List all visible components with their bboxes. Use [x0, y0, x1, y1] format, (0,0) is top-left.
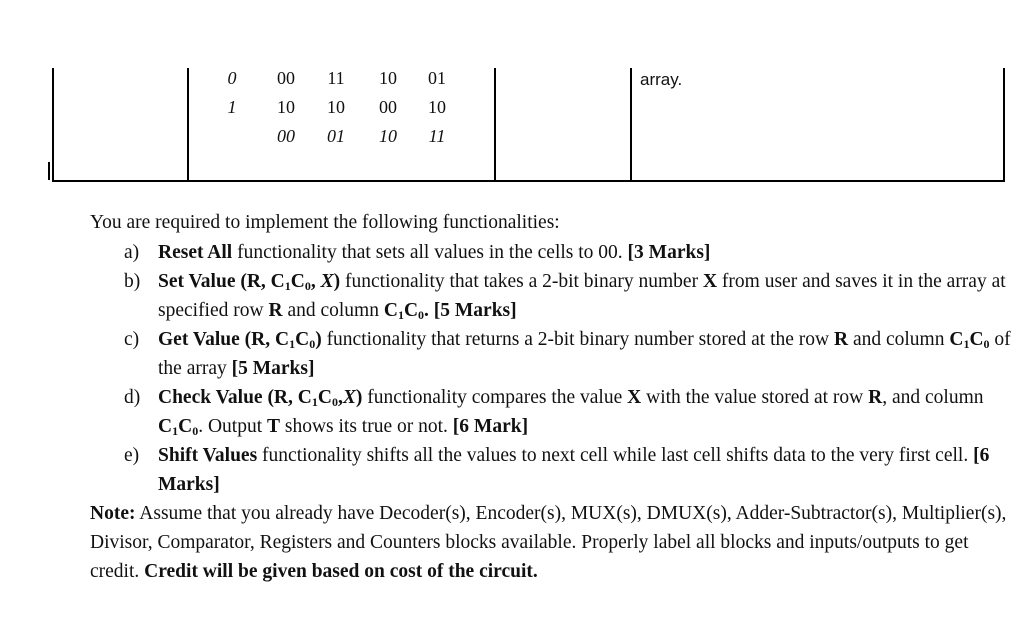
question-body [90, 208, 1015, 586]
item-marker: a) [124, 242, 140, 263]
item-marks: [6 Mark] [452, 416, 529, 437]
item-marks: [3 Marks] [627, 242, 711, 263]
list-item-set-value: b) Set Value (R, $C_1C_0$, X) functionality that takes a 2-bit binary number X from user and saves it in the array at specified row R and column $C_1C_0$. [5 Marks] [90, 267, 1015, 325]
table-divider-1 [187, 68, 189, 182]
table-border-right [1003, 68, 1005, 182]
item-marker: c) [124, 329, 140, 350]
item-title: Get Value (R, $C_1C_0$) [158, 329, 322, 351]
item-marks: [6 Marks] [158, 445, 990, 495]
item-title: Check Value (R, $C_1C_0,X$) [158, 387, 363, 409]
row-label-0: 0 [227, 68, 237, 88]
row-label-1: 1 [227, 97, 237, 117]
item-text: functionality compares the value [362, 387, 628, 408]
item-text: functionality that takes a 2-bit binary number [340, 271, 703, 292]
array-caption: array. [640, 70, 683, 89]
cell-r0-c2: 10 [379, 68, 397, 88]
item-text: functionality shifts all the values to next cell while last cell shifts data to the very first cell. [257, 445, 974, 466]
cell-r1-c3: 10 [428, 97, 446, 117]
note-label: Note: [90, 503, 136, 524]
table-border-bottom [52, 180, 1005, 182]
list-item-get-value: c) Get Value (R, $C_1C_0$) functionality that returns a 2-bit binary number stored at the row R and column $C_1C_0$ of the array [5 Marks] [90, 325, 1015, 383]
array-table [0, 0, 1024, 200]
list-item-reset [90, 238, 1015, 267]
item-title: Shift Values [158, 445, 258, 466]
list-item-check-value: d) Check Value (R, $C_1C_0,X$) functionality compares the value X with the value stored at row R, and column $C_1C_0$. Output T shows its true or not. [6 Mark] [90, 383, 1015, 441]
cell-r1-c1: 10 [327, 97, 345, 117]
note-text: Assume that you already have Decoder(s), Encoder(s), MUX(s), DMUX(s), Adder-Subtractor(s), Multiplier(s), Divisor, Comparator, Registers and Counters blocks available. Properly label all blocks and inputs/outputs to get credit. [90, 503, 1007, 582]
cell-r1-c2: 00 [379, 97, 397, 117]
item-marker: d) [124, 387, 141, 408]
cell-r1-c0: 10 [277, 97, 295, 117]
cell-r0-c1: 11 [327, 68, 345, 88]
item-marks: [5 Marks] [433, 300, 517, 321]
note-paragraph [90, 499, 1015, 586]
table-divider-3 [630, 68, 632, 182]
table-divider-2 [494, 68, 496, 182]
item-text: functionality that returns a 2-bit binary number stored at the row [321, 329, 834, 350]
cell-r0-c0: 00 [277, 68, 295, 88]
table-mark [48, 162, 50, 180]
col-label-1: 01 [327, 126, 345, 146]
item-title: Reset All [158, 242, 233, 263]
item-title: Set Value (R, $C_1C_0$, X) [158, 271, 341, 293]
intro-text: You are required to implement the following functionalities: [90, 212, 560, 233]
note-credit: Credit will be given based on cost of the circuit. [144, 561, 538, 582]
item-marker: b) [124, 271, 141, 292]
col-label-0: 00 [277, 126, 295, 146]
cell-r0-c3: 01 [428, 68, 446, 88]
functionality-list [90, 238, 1015, 499]
item-marks: [5 Marks] [231, 358, 315, 379]
table-border-left [52, 68, 54, 182]
list-item-shift-values [90, 441, 1015, 499]
item-marker: e) [124, 445, 140, 466]
col-label-2: 10 [379, 126, 397, 146]
item-text: functionality that sets all values in the cells to 00. [232, 242, 628, 263]
col-label-3: 11 [428, 126, 446, 146]
